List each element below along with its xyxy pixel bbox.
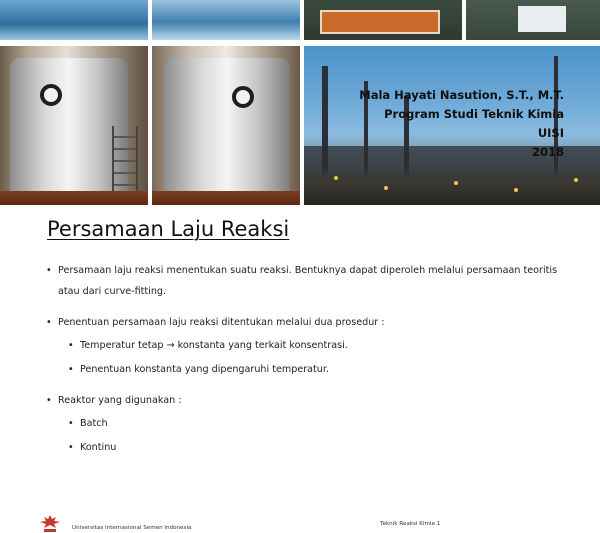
reactor-tank-photo — [0, 46, 148, 205]
bullet-item: • Reaktor yang digunakan : — [46, 390, 576, 411]
author-name: Mala Hayati Nasution, S.T., M.T. — [359, 88, 564, 102]
footer-course: Teknik Reaksi Kimia 1 — [380, 521, 441, 527]
sub-bullet-item: • Kontinu — [68, 437, 576, 458]
author-block — [359, 86, 564, 162]
year: 2018 — [531, 145, 564, 159]
footer-institution: Universitas Internasional Semen Indonesia — [72, 525, 192, 531]
institution-name: UISI — [537, 126, 564, 140]
control-panel-photo — [304, 0, 462, 40]
sub-bullet-list — [46, 413, 576, 458]
sub-bullet-item: • Batch — [68, 413, 576, 434]
sub-bullet-list — [46, 335, 576, 380]
bullet-list — [46, 260, 576, 468]
program-name: Program Studi Teknik Kimia — [384, 107, 564, 121]
control-panel-photo — [466, 0, 600, 40]
sub-bullet-item: • Penentuan konstanta yang dipengaruhi temperatur. — [68, 359, 576, 380]
slide-title: Persamaan Laju Reaksi — [47, 217, 290, 241]
refinery-photo — [304, 46, 600, 205]
university-logo-icon — [38, 514, 62, 533]
header-photo-banner — [0, 0, 600, 205]
glassware-photo — [152, 0, 300, 40]
bullet-item: • Penentuan persamaan laju reaksi ditentukan melalui dua prosedur : — [46, 312, 576, 333]
glassware-photo — [0, 0, 148, 40]
bullet-item: • Persamaan laju reaksi menentukan suatu reaksi. Bentuknya dapat diperoleh melalui persamaan teoritis atau dari curve-fitting. — [46, 260, 576, 302]
reactor-tank-photo — [152, 46, 300, 205]
sub-bullet-item: • Temperatur tetap → konstanta yang terkait konsentrasi. — [68, 335, 576, 356]
